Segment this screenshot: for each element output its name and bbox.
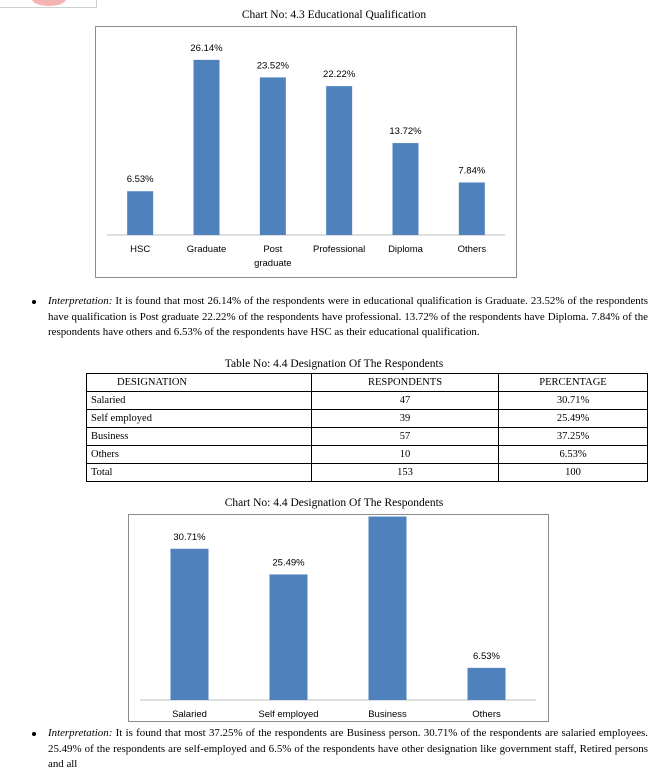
category-label: Others bbox=[457, 244, 487, 255]
chart2-svg bbox=[129, 515, 548, 721]
cell-percentage: 37.25% bbox=[499, 428, 648, 446]
cell-percentage: 6.53% bbox=[499, 446, 648, 464]
data-label: 23.52% bbox=[256, 60, 289, 72]
cell-percentage: 25.49% bbox=[499, 410, 648, 428]
cell-respondents: 153 bbox=[312, 464, 499, 482]
data-label: 13.72% bbox=[389, 126, 422, 138]
bullet bbox=[32, 300, 36, 304]
data-label: 6.53% bbox=[473, 650, 500, 662]
category-label: Diploma bbox=[388, 244, 423, 255]
bar-1 bbox=[270, 574, 308, 700]
cell-designation: Business bbox=[87, 428, 312, 446]
interpretation-label: Interpretation: bbox=[48, 295, 113, 307]
category-label: Graduate bbox=[186, 244, 227, 255]
bar-0 bbox=[127, 191, 153, 235]
interpretation-text: It is found that most 37.25% of the respondents are Business person. 30.71% of the respondents are salaried employees. 25.49% of the respondents are self-employed and 6.5% of the respondents have other designation like government staff, Retired persons and all bbox=[48, 727, 648, 771]
data-label: 26.14% bbox=[190, 42, 223, 54]
bar-3 bbox=[326, 86, 352, 235]
table-total-row bbox=[87, 464, 648, 482]
bar-1 bbox=[194, 60, 220, 235]
table-row bbox=[87, 428, 648, 446]
data-label: 22.22% bbox=[323, 69, 356, 81]
data-label: 25.49% bbox=[272, 557, 305, 569]
category-label: Salaried bbox=[172, 709, 207, 720]
cell-percentage: 100 bbox=[499, 464, 648, 482]
category-label: Others bbox=[472, 709, 501, 720]
interpretation-paragraph-2 bbox=[48, 726, 648, 773]
bar-5 bbox=[459, 182, 485, 235]
table-row bbox=[87, 392, 648, 410]
cell-designation: Total bbox=[87, 464, 312, 482]
bullet bbox=[32, 732, 36, 736]
data-label: 6.53% bbox=[126, 174, 154, 186]
cell-respondents: 57 bbox=[312, 428, 499, 446]
table-row bbox=[87, 410, 648, 428]
cell-respondents: 47 bbox=[312, 392, 499, 410]
cell-respondents: 10 bbox=[312, 446, 499, 464]
interpretation-label: Interpretation: bbox=[48, 727, 113, 739]
category-label: graduate bbox=[254, 258, 292, 269]
category-label: Post bbox=[263, 244, 283, 255]
header-logo-fragment bbox=[0, 0, 97, 8]
chart2-caption: Chart No: 4.4 Designation Of The Respondents bbox=[224, 497, 444, 509]
chart2-frame bbox=[128, 514, 549, 722]
category-label: Business bbox=[368, 709, 407, 720]
bar-0 bbox=[171, 549, 209, 700]
cell-percentage: 30.71% bbox=[499, 392, 648, 410]
header-percentage: PERCENTAGE bbox=[499, 374, 648, 392]
header-respondents: RESPONDENTS bbox=[312, 374, 499, 392]
cell-designation: Self employed bbox=[87, 410, 312, 428]
designation-table bbox=[86, 373, 648, 482]
header-designation: DESIGNATION bbox=[87, 374, 312, 392]
bar-3 bbox=[468, 668, 506, 700]
table-header-row bbox=[87, 374, 648, 392]
bar-4 bbox=[393, 143, 419, 235]
data-label: 30.71% bbox=[173, 531, 206, 543]
table-row bbox=[87, 446, 648, 464]
interpretation-text: It is found that most 26.14% of the respondents were in educational qualification is Graduate. 23.52% of the respondents have qualification is Post graduate 22.22% of the respondents have professional. 13.72% of the respondents have Diploma. 7.84% of the respondents have others and 6.53% of the respondents have HSC as their educational qualification. bbox=[48, 295, 648, 339]
logo-shape bbox=[32, 0, 66, 6]
bar-2 bbox=[260, 77, 286, 235]
cell-respondents: 39 bbox=[312, 410, 499, 428]
table-caption: Table No: 4.4 Designation Of The Respondents bbox=[224, 358, 444, 370]
chart1-caption: Chart No: 4.3 Educational Qualification bbox=[241, 9, 427, 21]
interpretation-paragraph-1 bbox=[48, 294, 648, 341]
category-label: Self employed bbox=[258, 709, 319, 720]
category-label: Professional bbox=[313, 244, 366, 255]
bar-2 bbox=[369, 517, 407, 700]
chart1-frame bbox=[95, 26, 517, 278]
chart1-svg bbox=[96, 27, 516, 277]
cell-designation: Others bbox=[87, 446, 312, 464]
category-label: HSC bbox=[130, 244, 151, 255]
cell-designation: Salaried bbox=[87, 392, 312, 410]
data-label: 7.84% bbox=[458, 165, 486, 177]
